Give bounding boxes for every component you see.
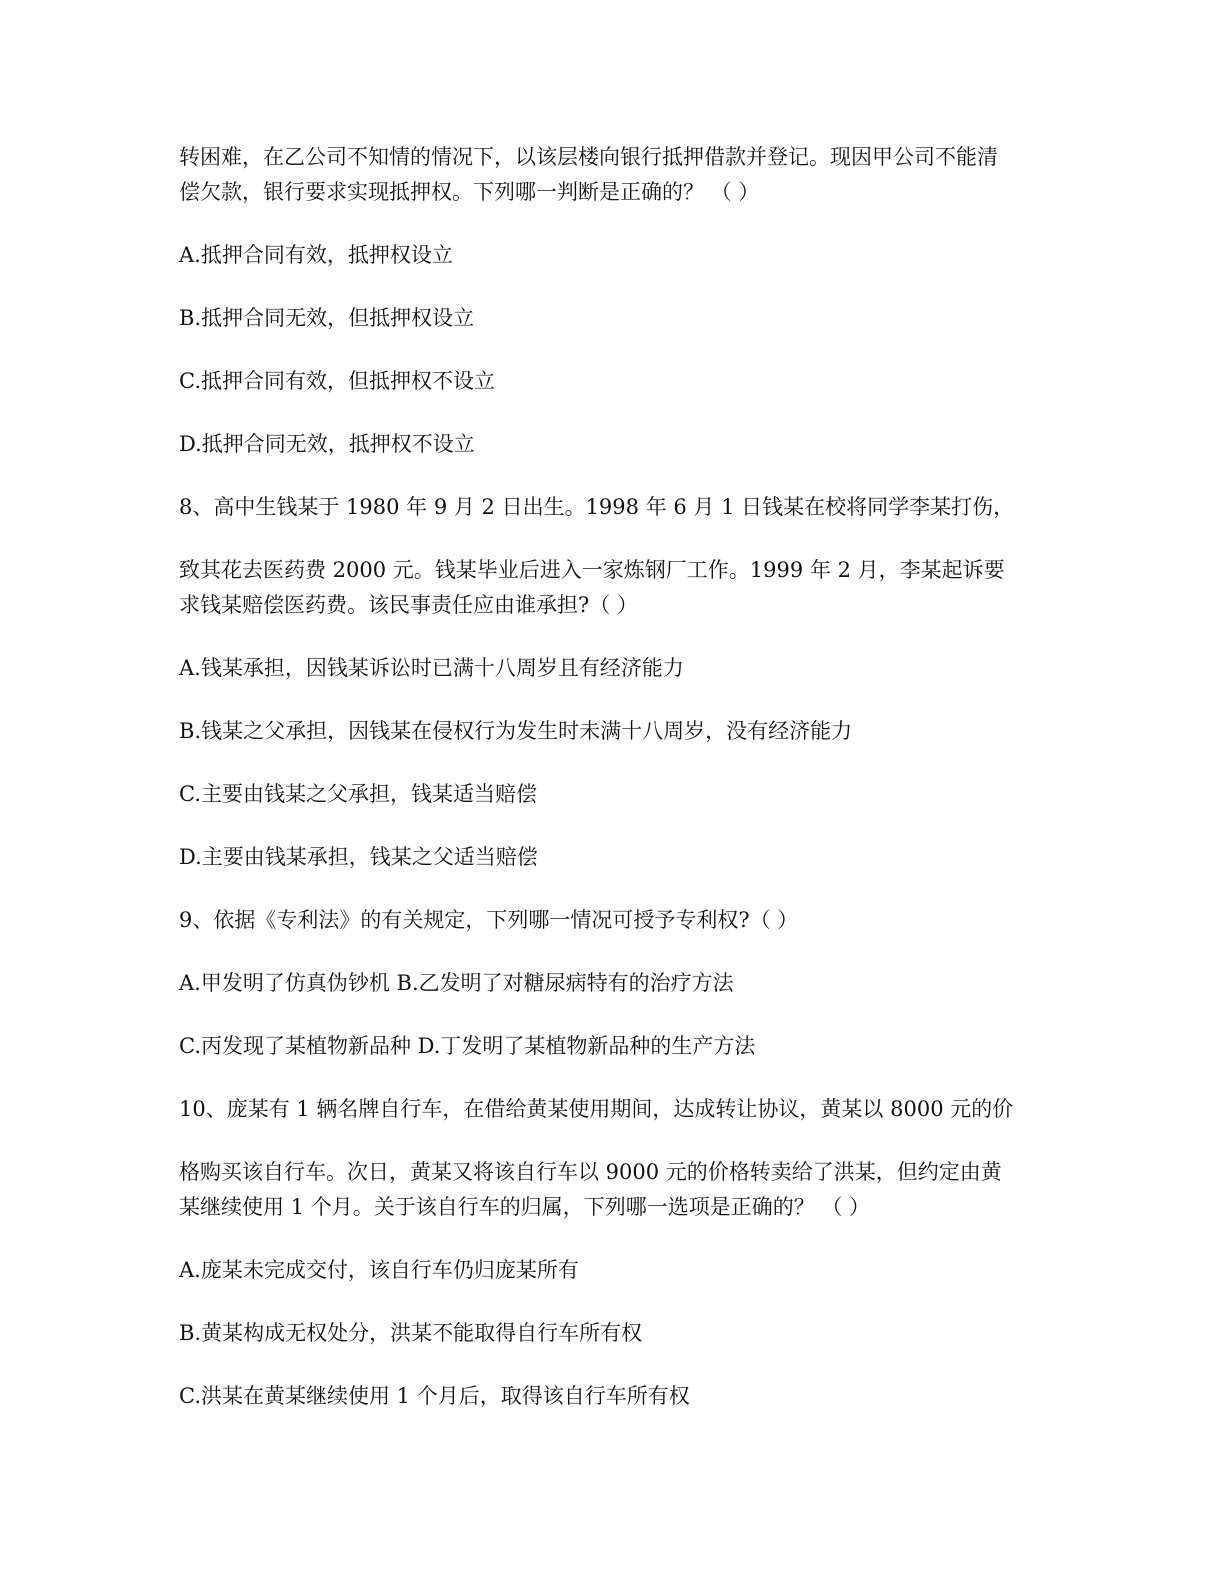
question-text-line: 偿欠款，银行要求实现抵押权。下列哪一判断是正确的？ （ ） [179, 180, 760, 204]
question-10 [179, 1092, 1059, 1414]
option-ab: A.甲发明了仿真伪钞机 B.乙发明了对糖尿病特有的治疗方法 [179, 971, 734, 995]
question-text-line: 8、高中生钱某于 1980 年 9 月 2 日出生。1998 年 6 月 1 日钱某在校将同学李某打伤， [179, 495, 1015, 519]
document-body [179, 140, 1059, 1414]
option-a: A.庞某未完成交付，该自行车仍归庞某所有 [179, 1258, 579, 1282]
question-text-line: 某继续使用 1 个月。关于该自行车的归属，下列哪一选项是正确的？ （ ） [179, 1195, 871, 1219]
question-7-continuation [179, 140, 1059, 462]
question-text-line: 格购买该自行车。次日，黄某又将该自行车以 9000 元的价格转卖给了洪某，但约定由黄 [179, 1160, 1002, 1184]
question-text-line: 致其花去医药费 2000 元。钱某毕业后进入一家炼钢厂工作。1999 年 2 月，李某起诉要 [179, 558, 1005, 582]
option-c: C.抵押合同有效，但抵押权不设立 [179, 369, 495, 393]
option-cd: C.丙发现了某植物新品种 D.丁发明了某植物新品种的生产方法 [179, 1034, 756, 1058]
option-a: A.抵押合同有效，抵押权设立 [179, 243, 453, 267]
option-d: D.主要由钱某承担，钱某之父适当赔偿 [179, 845, 538, 869]
question-8 [179, 490, 1059, 875]
option-c: C.洪某在黄某继续使用 1 个月后，取得该自行车所有权 [179, 1384, 690, 1408]
option-c: C.主要由钱某之父承担，钱某适当赔偿 [179, 782, 537, 806]
option-b: B.抵押合同无效，但抵押权设立 [179, 306, 475, 330]
question-text-line: 9、依据《专利法》的有关规定，下列哪一情况可授予专利权?（ ） [179, 908, 799, 932]
question-9 [179, 903, 1059, 1064]
question-text-line: 求钱某赔偿医药费。该民事责任应由谁承担?（ ） [179, 593, 638, 617]
option-d: D.抵押合同无效，抵押权不设立 [179, 432, 475, 456]
option-a: A.钱某承担，因钱某诉讼时已满十八周岁且有经济能力 [179, 656, 684, 680]
question-text-line: 10、庞某有 1 辆名牌自行车，在借给黄某使用期间，达成转让协议，黄某以 8000 元的价 [179, 1097, 1014, 1121]
question-text-line: 转困难，在乙公司不知情的情况下，以该层楼向银行抵押借款并登记。现因甲公司不能清 [179, 145, 998, 169]
option-b: B.黄某构成无权处分，洪某不能取得自行车所有权 [179, 1321, 643, 1345]
option-b: B.钱某之父承担，因钱某在侵权行为发生时未满十八周岁，没有经济能力 [179, 719, 853, 743]
